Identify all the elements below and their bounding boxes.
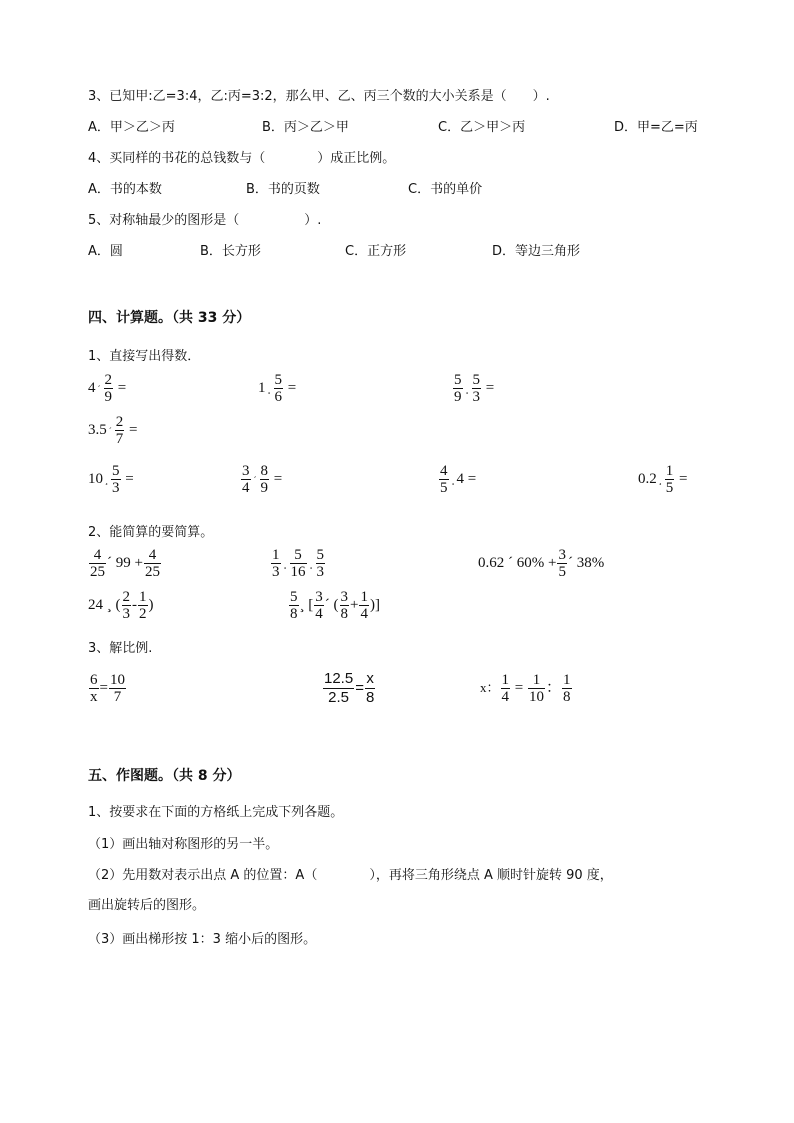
simplify-expr-1: $\frac{4}{25}$ ´ 99 + $\frac{4}{25}$ [90, 547, 160, 580]
q3-option-a: A．甲＞乙＞丙 [88, 120, 175, 135]
simplify-expr-5: $\frac{5}{8}$ ¸ [ $\frac{3}{4}$ ´ ( $\frac{3}{8}$ + $\frac{1}{4}$ )] [290, 589, 380, 622]
q4-option-c: C．书的单价 [408, 182, 483, 197]
calc-item-3: $\frac{5}{9}$ ¸ $\frac{5}{3}$ = [454, 372, 495, 405]
q5-option-a: A．圆 [88, 244, 123, 259]
drawing-sub-2-line1: （2）先用数对表示出点 A 的位置：A（ ），再将三角形绕点 A 顺时针旋转 90 度， [88, 868, 613, 883]
calc-item-8: 0.2 ¸ $\frac{1}{5}$ = [638, 463, 688, 496]
question-5-stem: 5、对称轴最少的图形是（ ）. [88, 213, 322, 228]
proportion-3: x： $\frac{1}{4}$ = $\frac{1}{10}$ ： $\frac{1}{8}$ [480, 672, 571, 705]
calc-item-7: $\frac{4}{5}$ ¸ 4 = [440, 463, 477, 496]
calc-item-4: 3.5 ´ $\frac{2}{7}$ = [88, 414, 138, 447]
calc-item-5: 10 ¸ $\frac{5}{3}$ = [88, 463, 134, 496]
drawing-sub-2-line2: 画出旋转后的图形。 [88, 898, 206, 913]
section-4-heading: 四、计算题。（共 33 分） [88, 310, 251, 326]
calc-item-6: $\frac{3}{4}$ ´ $\frac{8}{9}$ = [242, 463, 283, 496]
drawing-sub-1: （1）画出轴对称图形的另一半。 [88, 837, 279, 852]
calc-item-1: 4 ´ $\frac{2}{9}$ = [88, 372, 127, 405]
proportion-1: $\frac{6}{x}$ = $\frac{10}{7}$ [90, 672, 125, 705]
q3-option-d: D．甲=乙=丙 [614, 120, 698, 135]
q5-option-b: B．长方形 [200, 244, 261, 259]
q5-option-d: D．等边三角形 [492, 244, 581, 259]
q5-option-c: C．正方形 [345, 244, 407, 259]
drawing-sub-3: （3）画出梯形按 1：3 缩小后的图形。 [88, 932, 317, 947]
question-3-stem: 3、已知甲:乙=3:4，乙:丙=3:2，那么甲、乙、丙三个数的大小关系是（ ）. [88, 89, 550, 104]
question-4-stem: 4、买同样的书花的总钱数与（ ）成正比例。 [88, 151, 396, 166]
q3-option-b: B．丙＞乙＞甲 [262, 120, 349, 135]
simplify-expr-3: 0.62 ´ 60% + $\frac{3}{5}$ ´ 38% [478, 547, 605, 580]
calc-q1-title: 1、直接写出得数． [88, 349, 201, 364]
q4-option-a: A．书的本数 [88, 182, 162, 197]
q3-option-c: C．乙＞甲＞丙 [438, 120, 526, 135]
simplify-expr-4: 24 ¸ ( $\frac{2}{3}$ - $\frac{1}{2}$ ) [88, 589, 154, 622]
calc-q3-title: 3、解比例. [88, 641, 153, 656]
proportion-2: $\frac{12.5}{2.5}$ = $\frac{x}{8}$ [324, 670, 375, 706]
calc-item-2: 1 ¸ $\frac{5}{6}$ = [258, 372, 297, 405]
q4-option-b: B．书的页数 [246, 182, 320, 197]
section-5-heading: 五、作图题。（共 8 分） [88, 768, 241, 784]
simplify-expr-2: $\frac{1}{3}$ ¸ $\frac{5}{16}$ ¸ $\frac{5}{3}$ [272, 547, 324, 580]
drawing-q1-text: 1、按要求在下面的方格纸上完成下列各题。 [88, 805, 344, 820]
calc-q2-title: 2、能简算的要简算。 [88, 525, 214, 540]
